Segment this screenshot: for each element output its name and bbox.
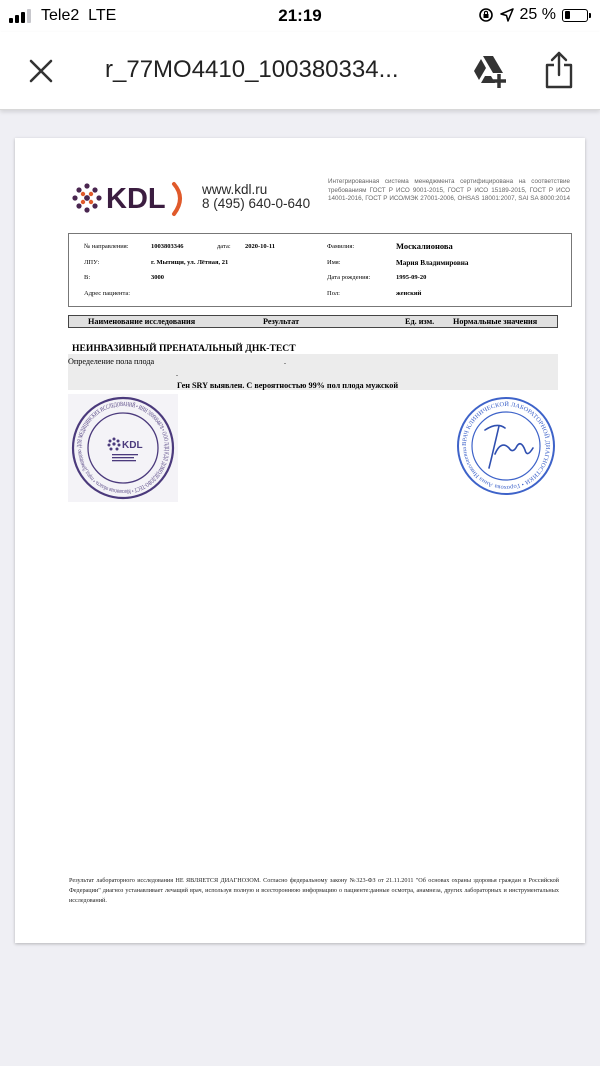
name-value: Мария Владимировна — [396, 259, 469, 267]
status-right — [478, 6, 588, 24]
age-label: В: — [84, 274, 91, 281]
referral-label: № направления: — [84, 243, 129, 250]
carrier-label: Tele2 LTE — [41, 7, 117, 24]
lab-contacts — [202, 183, 310, 211]
doctor-signature — [485, 425, 533, 468]
col-units-header: Ед. изм. — [405, 317, 435, 326]
lpu-value: г. Мытищи, ул. Лётная, 21 — [151, 259, 229, 266]
col-result-header: Результат — [263, 317, 300, 326]
lab-website: www.kdl.ru — [202, 182, 268, 197]
certification-text: Интегрированная система менеджмента сертифицирована на соответствие требованиям ГОСТ Р ИСО 9001-2015, ГОСТ Р ИСО 15189-2015, ГОСТ Р ИСО 14001-2016, ГОСТ Р ИСО/МЭК 27001-2006, OHSAS 18001:2007, SAI SA 8000:2014 — [328, 178, 570, 203]
nav-bar — [0, 32, 600, 110]
add-to-drive-icon[interactable] — [470, 52, 508, 90]
test-result: Ген SRY выявлен. С вероятностью 99% пол плода мужской — [177, 381, 399, 390]
surname-label: Фамилия: — [327, 243, 355, 250]
birth-value: 1995-09-20 — [396, 274, 427, 281]
stamp-left-text: ДЛЯ МЕДИЦИНСКИХ ИССЛЕДОВАНИЙ • ИНН 5009064878 • ООО ЛДЦ КДЛ ДОМОДЕДОВО-ТЕСТ • Московская область • город Домодедово — [75, 400, 171, 496]
referral-value: 1003803346 — [151, 243, 184, 250]
location-icon — [500, 8, 514, 22]
row-dot: . — [176, 369, 178, 378]
sex-label: Пол: — [327, 290, 340, 297]
close-icon[interactable] — [24, 54, 58, 88]
name-label: Имя: — [327, 259, 341, 266]
col-name-header: Наименование исследования — [88, 317, 196, 326]
patient-info-box — [68, 233, 572, 307]
organization-stamp — [68, 394, 178, 502]
battery-icon — [562, 9, 588, 22]
share-icon[interactable] — [542, 50, 576, 90]
svg-text:KDL: KDL — [106, 183, 166, 215]
document-page[interactable] — [15, 138, 585, 943]
rotation-lock-icon — [478, 7, 494, 23]
results-table-header — [68, 315, 558, 328]
doctor-stamp — [455, 392, 557, 500]
age-value: 3000 — [151, 274, 164, 281]
birth-label: Дата рождения: — [327, 274, 371, 281]
date-label: дата: — [217, 243, 231, 250]
row-dot: . — [284, 357, 286, 366]
lpu-label: ЛПУ: — [84, 259, 100, 266]
stamp-left-logo: KDL — [122, 440, 143, 451]
document-title: r_77MO4410_100380334... — [105, 56, 399, 83]
legal-disclaimer: Результат лабораторного исследования НЕ ЯВЛЯЕТСЯ ДИАГНОЗОМ. Согласно федеральному закону №323-ФЗ от 21.11.2011 "Об основах охраны здоровья граждан в Российской Федерации" диагноз устанавливает лечащий врач, используя полную и всестороннюю информацию о пациенте:данные осмотра, анамнеза, других лабораторных и инструментальных исследований. — [69, 877, 559, 904]
status-bar — [0, 0, 600, 32]
svg-text:ВРАЧ КЛИНИЧЕСКОЙ ЛАБОРАТОРНОЙ — [462, 400, 551, 490]
col-norm-header: Нормальные значения — [453, 317, 538, 326]
test-title: НЕИНВАЗИВНЫЙ ПРЕНАТАЛЬНЫЙ ДНК-ТЕСТ — [72, 343, 296, 354]
battery-percent: 25 % — [519, 6, 556, 23]
lab-phone: 8 (495) 640-0-640 — [202, 196, 311, 211]
stamp-right-text: ВРАЧ КЛИНИЧЕСКОЙ ЛАБОРАТОРНОЙ ДИАГНОСТИКИ • Горохова Анна Николаевна — [461, 401, 551, 491]
clock: 21:19 — [278, 6, 322, 25]
date-value: 2020-10-11 — [245, 243, 275, 250]
kdl-logo — [70, 176, 210, 220]
sex-value: женский — [396, 290, 422, 297]
test-row-label: Определение пола плода — [68, 357, 155, 366]
surname-value: Москалионова — [396, 241, 453, 251]
address-label: Адрес пациента: — [84, 290, 131, 297]
